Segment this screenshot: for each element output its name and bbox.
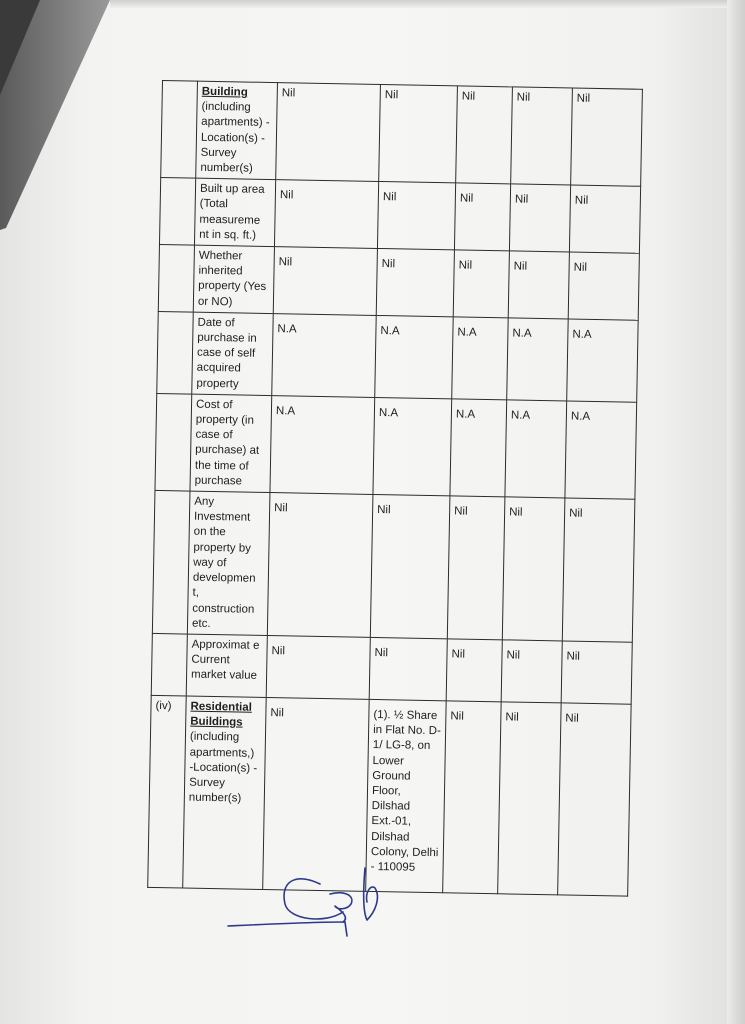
value-cell: Nil [569,185,640,253]
value-cell: N.A [450,399,507,497]
value-cell: Nil [370,495,450,639]
value-cell: Nil [509,184,570,252]
row-label-cell [196,81,278,180]
value-cell: N.A [567,319,638,402]
value-cell: Nil [508,251,569,319]
asset-declaration-sheet [147,80,642,889]
value-cell: Nil [561,641,632,704]
value-cell: N.A [373,397,452,496]
handwritten-signature [225,862,395,942]
serial-cell [155,393,192,491]
value-cell: Nil [454,183,510,251]
row-label-title: Residential Buildings [190,700,252,729]
table-row [158,245,639,321]
value-cell: N.A [507,318,568,401]
value-cell: Nil [446,639,502,702]
table-row [157,311,638,402]
serial-cell [159,178,195,245]
value-cell: Nil [266,635,370,699]
row-label-title: Building [201,85,248,99]
value-cell: Nil [501,640,562,703]
row-label-cell: Whether inherited property (Yes or NO) [193,245,274,313]
value-cell: Nil [377,182,455,250]
value-cell: Nil [443,701,502,894]
row-label-cell: Approximat e Current market value [186,634,267,697]
signature-strokes [228,868,377,936]
row-label-cell: Cost of property (in case of purchase) at the time of purchase [190,394,272,493]
value-cell: Nil [498,702,562,895]
value-cell: Nil [379,85,458,184]
value-cell: Nil [369,637,447,700]
flat-share-cell: (1). ½ Share in Flat No. D-1/ LG-8, on Lower Ground Floor, Dilshad Ext.-01, Dilshad Colony, Delhi - 110095 [366,699,447,892]
page-right-edge [727,0,745,1024]
serial-cell: (iv) [148,695,187,888]
value-cell: N.A [452,317,508,400]
value-cell: Nil [276,83,381,182]
value-cell: Nil [456,86,513,184]
scan-shadow-top [110,0,745,8]
row-label-cell: Any Investment on the property by way of developmen t, construction etc. [187,491,270,635]
value-cell: N.A [272,313,376,397]
value-cell: Nil [511,87,573,185]
serial-cell [151,633,187,696]
table-row [151,633,632,704]
value-cell: Nil [447,496,505,640]
serial-cell [157,311,193,394]
value-cell: Nil [274,180,378,249]
value-cell: Nil [502,497,565,641]
serial-cell [152,491,190,634]
page-fold-corner [0,0,110,230]
value-cell: Nil [562,498,635,642]
value-cell: Nil [453,250,509,318]
value-cell: N.A [505,400,567,498]
value-cell: Nil [376,249,454,317]
value-cell: Nil [568,252,639,320]
table-row [155,393,637,499]
value-cell: N.A [375,315,453,398]
value-cell: Nil [558,703,632,896]
value-cell: N.A [565,401,637,499]
value-cell: N.A [270,395,375,494]
immovable-assets-table [147,80,643,897]
table-row [161,81,643,187]
row-label-text: (including apartments,) -Location(s) -Survey number(s) [188,730,258,805]
value-cell: Nil [267,493,373,638]
value-cell: Nil [571,88,643,186]
table-row [159,178,640,254]
row-label-cell: Date of purchase in case of self acquired property [192,312,273,395]
row-label-text: (including apartments) -Location(s) -Survey number(s) [200,100,270,175]
value-cell: Nil [263,697,370,891]
table-row [152,491,635,643]
value-cell: Nil [273,247,377,316]
serial-cell [161,81,198,179]
row-label-cell [183,696,267,889]
row-label-cell: Built up area (Total measureme nt in sq. ft.) [194,178,275,246]
serial-cell [158,245,194,312]
